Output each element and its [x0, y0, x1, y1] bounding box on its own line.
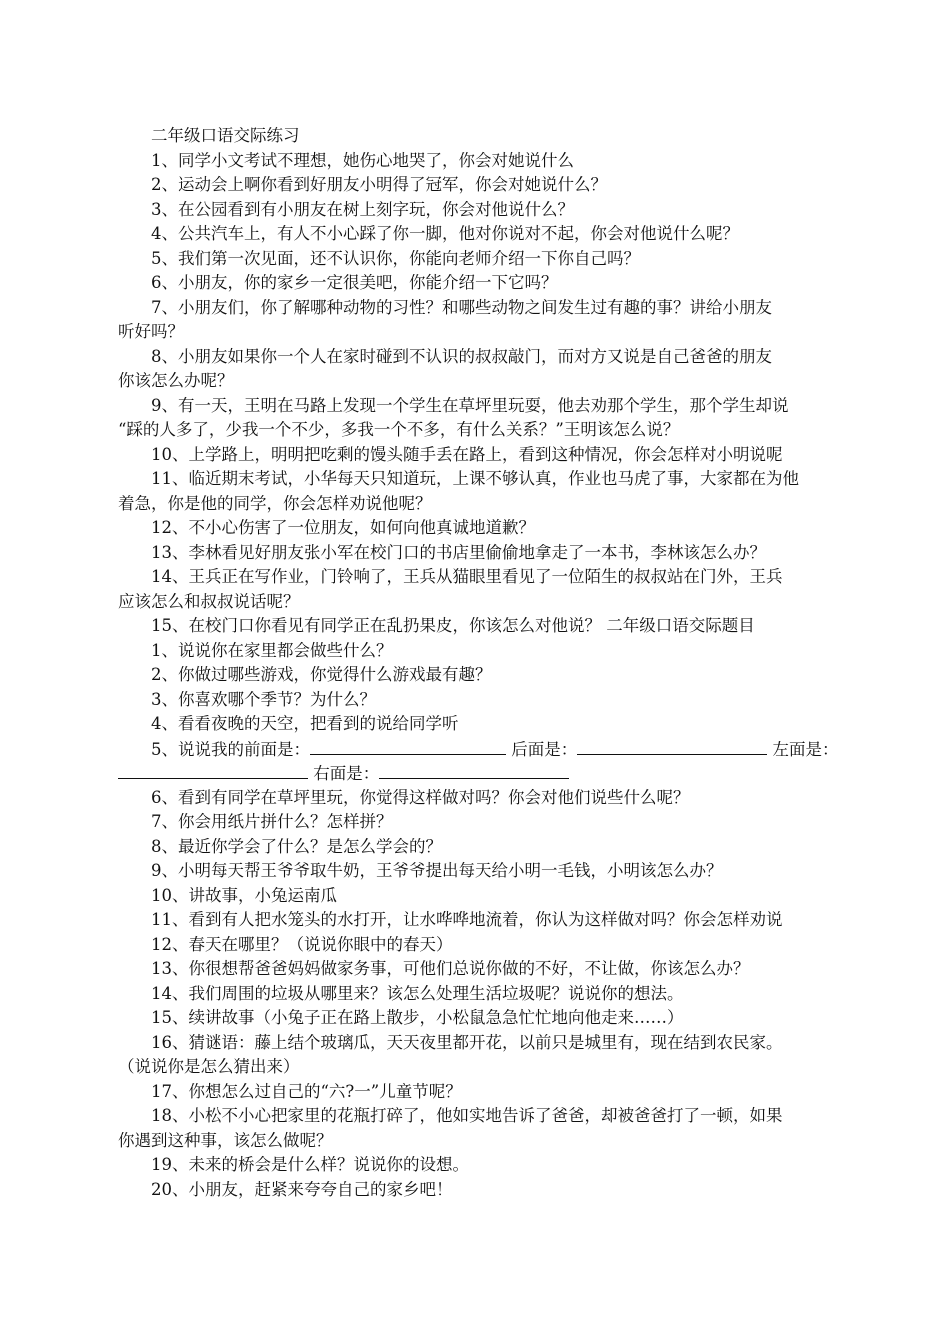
- question-item: [118, 1153, 863, 1178]
- question-text-continued: “踩的人多了，少我一个不少，多我一个不多，有什么关系？”王明该怎么说？: [118, 420, 680, 439]
- question-text: 8、小朋友如果你一个人在家时碰到不认识的叔叔敲门，而对方又说是自己爸爸的朋友: [151, 346, 772, 366]
- question-item: [118, 908, 863, 933]
- question-item: [118, 639, 863, 664]
- question-item: [118, 271, 863, 296]
- question-item: [118, 222, 863, 247]
- question-text: 15、续讲故事（小兔子正在路上散步，小松鼠急急忙忙地向他走来……）: [151, 1008, 684, 1027]
- question-item: [118, 835, 863, 860]
- question-text: 7、你会用纸片拼什么？怎样拼？: [151, 812, 393, 831]
- question-item: [118, 516, 863, 541]
- question-text: 13、李林看见好朋友张小军在校门口的书店里偷偷地拿走了一本书，李林该怎么办？: [151, 542, 766, 562]
- q5-front-label: 5、说说我的前面是：: [151, 739, 310, 759]
- question-item: [118, 345, 863, 394]
- question-text: 2、你做过哪些游戏，你觉得什么游戏最有趣？: [151, 665, 492, 684]
- question-item: [118, 859, 863, 884]
- question-item: [118, 541, 863, 566]
- question-text: 9、小明每天帮王爷爷取牛奶，王爷爷提出每天给小明一毛钱，小明该怎么办？: [151, 861, 723, 880]
- document-page: [118, 124, 863, 1202]
- question-5-line-1: [118, 737, 863, 762]
- question-item: [118, 884, 863, 909]
- question-item: [118, 565, 863, 614]
- question-text: 11、临近期末考试，小华每天只知道玩，上课不够认真，作业也马虎了事，大家都在为他: [151, 469, 799, 488]
- question-item: [118, 149, 863, 174]
- question-text: 10、上学路上，明明把吃剩的馒头随手丢在路上，看到这种情况，你会怎样对小明说呢: [151, 444, 783, 464]
- question-text-continued: 听好吗？: [118, 322, 184, 341]
- question-item: [118, 614, 863, 639]
- q5-right-blank: [379, 761, 569, 779]
- question-text-continued: 你遇到这种事，该怎么做呢？: [118, 1130, 333, 1150]
- q5-back-blank: [577, 737, 767, 755]
- question-text: 4、公共汽车上，有人不小心踩了你一脚，他对你说对不起，你会对他说什么呢？: [151, 224, 739, 243]
- question-item: [118, 467, 863, 516]
- question-text: 17、你想怎么过自己的“六?一”儿童节呢？: [151, 1081, 462, 1101]
- question-text: 14、我们周围的垃圾从哪里来？该怎么处理生活垃圾呢？说说你的想法。: [151, 983, 684, 1003]
- question-text: 19、未来的桥会是什么样？说说你的设想。: [151, 1155, 469, 1174]
- question-text: 14、王兵正在写作业，门铃响了，王兵从猫眼里看见了一位陌生的叔叔站在门外，王兵: [151, 567, 783, 586]
- q5-back-label: 后面是：: [511, 739, 578, 759]
- question-text: 9、有一天，王明在马路上发现一个学生在草坪里玩耍，他去劝那个学生，那个学生却说: [151, 395, 789, 415]
- question-text: 3、在公园看到有小朋友在树上刻字玩，你会对他说什么？: [151, 199, 574, 219]
- question-text-continued: 应该怎么和叔叔说话呢？: [118, 591, 300, 611]
- question-text: 7、小朋友们，你了解哪种动物的习性？和哪些动物之间发生过有趣的事？讲给小朋友: [151, 297, 772, 317]
- question-item: [118, 198, 863, 223]
- question-item: [118, 982, 863, 1007]
- question-item: [118, 712, 863, 737]
- question-item: [118, 1031, 863, 1080]
- question-text: 2、运动会上啊你看到好朋友小明得了冠军，你会对她说什么？: [151, 175, 607, 194]
- q5-front-blank: [310, 737, 506, 755]
- question-text: 10、讲故事，小兔运南瓜: [151, 885, 337, 905]
- question-item: [118, 1178, 863, 1203]
- document-title: 二年级口语交际练习: [151, 126, 300, 145]
- question-text: 13、你很想帮爸爸妈妈做家务事，可他们总说你做的不好，不让做，你该怎么办？: [151, 959, 750, 978]
- question-item: [118, 957, 863, 982]
- q5-left-blank: [118, 761, 308, 779]
- question-item: [118, 933, 863, 958]
- question-5-line-2: [118, 761, 863, 786]
- question-item: [118, 1006, 863, 1031]
- question-item: [118, 296, 863, 345]
- question-text-continued: （说说你是怎么猜出来）: [118, 1057, 300, 1076]
- question-list-part2b: [118, 786, 863, 1203]
- question-text: 15、在校门口你看见有同学正在乱扔果皮，你该怎么对他说？ 二年级口语交际题目: [151, 616, 755, 635]
- q5-right-label: 右面是：: [313, 764, 380, 783]
- question-text: 20、小朋友，赶紧来夸夸自己的家乡吧！: [151, 1179, 453, 1199]
- question-item: [118, 247, 863, 272]
- question-text: 3、你喜欢哪个季节？为什么？: [151, 689, 376, 709]
- question-text-continued: 你该怎么办呢？: [118, 371, 234, 390]
- question-item: [118, 443, 863, 468]
- question-item: [118, 663, 863, 688]
- question-text: 12、春天在哪里？（说说你眼中的春天）: [151, 934, 453, 954]
- question-item: [118, 810, 863, 835]
- question-text: 4、看看夜晚的天空，把看到的说给同学听: [151, 714, 459, 733]
- question-text: 1、同学小文考试不理想，她伤心地哭了，你会对她说什么: [151, 150, 574, 170]
- question-text: 16、猜谜语：藤上结个玻璃瓜，天天夜里都开花，以前只是城里有，现在结到农民家。: [151, 1032, 783, 1052]
- question-item: [118, 1080, 863, 1105]
- question-text: 5、我们第一次见面，还不认识你，你能向老师介绍一下你自己吗？: [151, 248, 640, 268]
- question-text: 1、说说你在家里都会做些什么？: [151, 640, 393, 660]
- question-item: [118, 173, 863, 198]
- question-item: [118, 1104, 863, 1153]
- question-text: 6、小朋友，你的家乡一定很美吧，你能介绍一下它吗？: [151, 273, 558, 292]
- question-text: 8、最近你学会了什么？是怎么学会的？: [151, 836, 442, 856]
- question-item: [118, 688, 863, 713]
- question-text: 11、看到有人把水笼头的水打开，让水哗哗地流着，你认为这样做对吗？你会怎样劝说: [151, 910, 783, 929]
- question-list-part2a: [118, 639, 863, 737]
- question-text: 6、看到有同学在草坪里玩，你觉得这样做对吗？你会对他们说些什么呢？: [151, 787, 690, 807]
- question-list-part1: [118, 149, 863, 639]
- q5-left-label: 左面是：: [772, 739, 839, 759]
- question-item: [118, 394, 863, 443]
- question-text: 18、小松不小心把家里的花瓶打碎了，他如实地告诉了爸爸，却被爸爸打了一顿，如果: [151, 1106, 783, 1125]
- question-text: 12、不小心伤害了一位朋友，如何向他真诚地道歉？: [151, 518, 535, 537]
- question-item: [118, 786, 863, 811]
- question-text-continued: 着急，你是他的同学，你会怎样劝说他呢？: [118, 493, 432, 513]
